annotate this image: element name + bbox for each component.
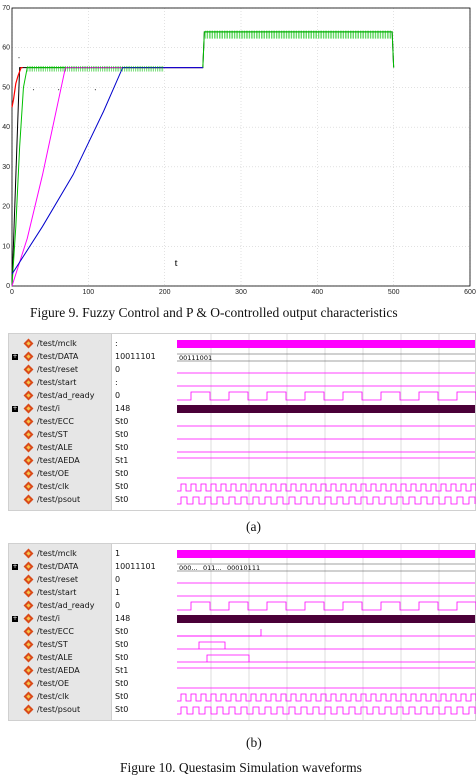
signal-name[interactable]: /test/ALE (37, 443, 73, 452)
clk-wave (177, 694, 476, 701)
signal-name[interactable]: /test/AEDA (37, 666, 80, 675)
signal-value: St0 (115, 705, 129, 714)
signal-value: St1 (115, 456, 129, 465)
green-ripple (27, 31, 390, 72)
signal-name[interactable]: /test/DATA (37, 562, 79, 571)
waveform-area[interactable] (177, 334, 475, 510)
signal-value: St0 (115, 692, 129, 701)
signal-value: St0 (115, 443, 129, 452)
signal-value: St0 (115, 417, 129, 426)
y-tick-label: 30 (2, 163, 10, 171)
signal-value: St0 (115, 679, 129, 688)
y-tick-label: 0 (6, 283, 10, 290)
signal-value: St0 (115, 640, 129, 649)
x-tick-label: 100 (82, 289, 95, 296)
signal-name[interactable]: /test/DATA (37, 352, 79, 361)
signal-value: St1 (115, 666, 129, 675)
x-axis-label: t (174, 257, 178, 270)
ecc-pulse (177, 629, 261, 636)
curve-marker: • (57, 88, 60, 94)
panel-b-caption: (b) (246, 735, 262, 750)
simulation-panel-a (8, 333, 476, 511)
x-tick-label: 0 (10, 289, 14, 296)
data-bus-label: 000... (179, 564, 198, 572)
chart-svg (0, 0, 474, 296)
expand-toggle-icon[interactable]: + (12, 405, 18, 412)
signal-value: 0 (115, 391, 121, 400)
simulation-panel-b (8, 543, 476, 721)
signal-value: St0 (115, 482, 129, 491)
signal-name[interactable]: /test/ST (37, 640, 68, 649)
x-tick-label: 200 (158, 289, 171, 296)
clk-wave (177, 484, 476, 491)
y-tick-label: 10 (2, 243, 10, 251)
figure9-chart (0, 0, 474, 296)
waveform-area[interactable] (177, 544, 475, 720)
signal-value: St0 (115, 627, 129, 636)
signal-name[interactable]: /test/mclk (37, 339, 77, 348)
signal-value: 1 (115, 549, 121, 558)
signal-name[interactable]: /test/OE (37, 469, 70, 478)
signal-name[interactable]: /test/reset (37, 575, 79, 584)
signal-value: 148 (115, 404, 131, 413)
signal-name[interactable]: /test/ALE (37, 653, 73, 662)
y-tick-label: 60 (2, 44, 10, 52)
signal-name[interactable]: /test/psout (37, 705, 81, 714)
expand-toggle-icon[interactable]: + (12, 615, 18, 622)
signal-value: 0 (115, 365, 121, 374)
signal-value: 0 (115, 575, 121, 584)
ad-ready-wave (177, 392, 476, 400)
panel-a-caption: (a) (246, 519, 261, 534)
figure9-caption: Figure 9. Fuzzy Control and P & O-controlled output characteristics (30, 305, 398, 320)
signal-value: St0 (115, 469, 129, 478)
signal-value: 148 (115, 614, 131, 623)
signal-value: St0 (115, 653, 129, 662)
curve-marker: • (94, 88, 97, 94)
signal-name[interactable]: /test/ad_ready (37, 391, 95, 400)
signal-name[interactable]: /test/ECC (37, 627, 74, 636)
signal-name[interactable]: /test/clk (37, 692, 70, 701)
signal-name[interactable]: /test/start (37, 378, 77, 387)
expand-toggle-icon[interactable]: + (12, 563, 18, 570)
y-tick-label: 20 (2, 203, 10, 211)
psout-wave (177, 707, 475, 714)
signal-name[interactable]: /test/i (37, 404, 60, 413)
ad-ready-wave (177, 602, 476, 610)
signal-name[interactable]: /test/clk (37, 482, 70, 491)
signal-name[interactable]: /test/ST (37, 430, 68, 439)
signal-name[interactable]: /test/i (37, 614, 60, 623)
i-bus-wave (177, 615, 475, 623)
signal-name[interactable]: /test/AEDA (37, 456, 80, 465)
signal-name[interactable]: /test/OE (37, 679, 70, 688)
curve-marker: • (32, 88, 35, 94)
mclk-wave (177, 550, 475, 558)
waveform-svg (177, 544, 475, 720)
signal-name[interactable]: /test/start (37, 588, 77, 597)
data-bus-label: 00111001 (179, 354, 213, 362)
y-tick-label: 40 (2, 124, 10, 132)
series-line (12, 68, 203, 275)
signal-value: 10011101 (115, 562, 156, 571)
curve-marker: • (18, 56, 20, 62)
signal-value: St0 (115, 430, 129, 439)
signal-value: : (115, 339, 118, 348)
x-tick-label: 600 (464, 289, 476, 296)
y-tick-label: 70 (2, 5, 10, 12)
figure10-caption: Figure 10. Questasim Simulation waveforms (120, 760, 362, 775)
waveform-svg (177, 334, 475, 510)
signal-name[interactable]: /test/ECC (37, 417, 74, 426)
signal-value: 0 (115, 601, 121, 610)
st-pulse (199, 642, 225, 649)
y-tick-label: 50 (2, 84, 10, 92)
signal-name[interactable]: /test/reset (37, 365, 79, 374)
data-bus-label: 011... (203, 564, 222, 572)
series-line (12, 68, 203, 286)
psout-wave (177, 497, 475, 504)
signal-name[interactable]: /test/mclk (37, 549, 77, 558)
signal-value: St0 (115, 495, 129, 504)
ale-pulse (207, 655, 249, 662)
expand-toggle-icon[interactable]: + (12, 353, 18, 360)
signal-value: 1 (115, 588, 121, 597)
signal-value: : (115, 378, 118, 387)
x-tick-label: 500 (387, 289, 400, 296)
signal-value: 10011101 (115, 352, 156, 361)
i-bus-wave (177, 405, 475, 413)
x-tick-label: 300 (235, 289, 247, 296)
x-tick-label: 400 (311, 289, 324, 296)
signal-name[interactable]: /test/psout (37, 495, 81, 504)
mclk-wave (177, 340, 475, 348)
data-bus-label: 00010111 (227, 564, 261, 572)
signal-name[interactable]: /test/ad_ready (37, 601, 95, 610)
